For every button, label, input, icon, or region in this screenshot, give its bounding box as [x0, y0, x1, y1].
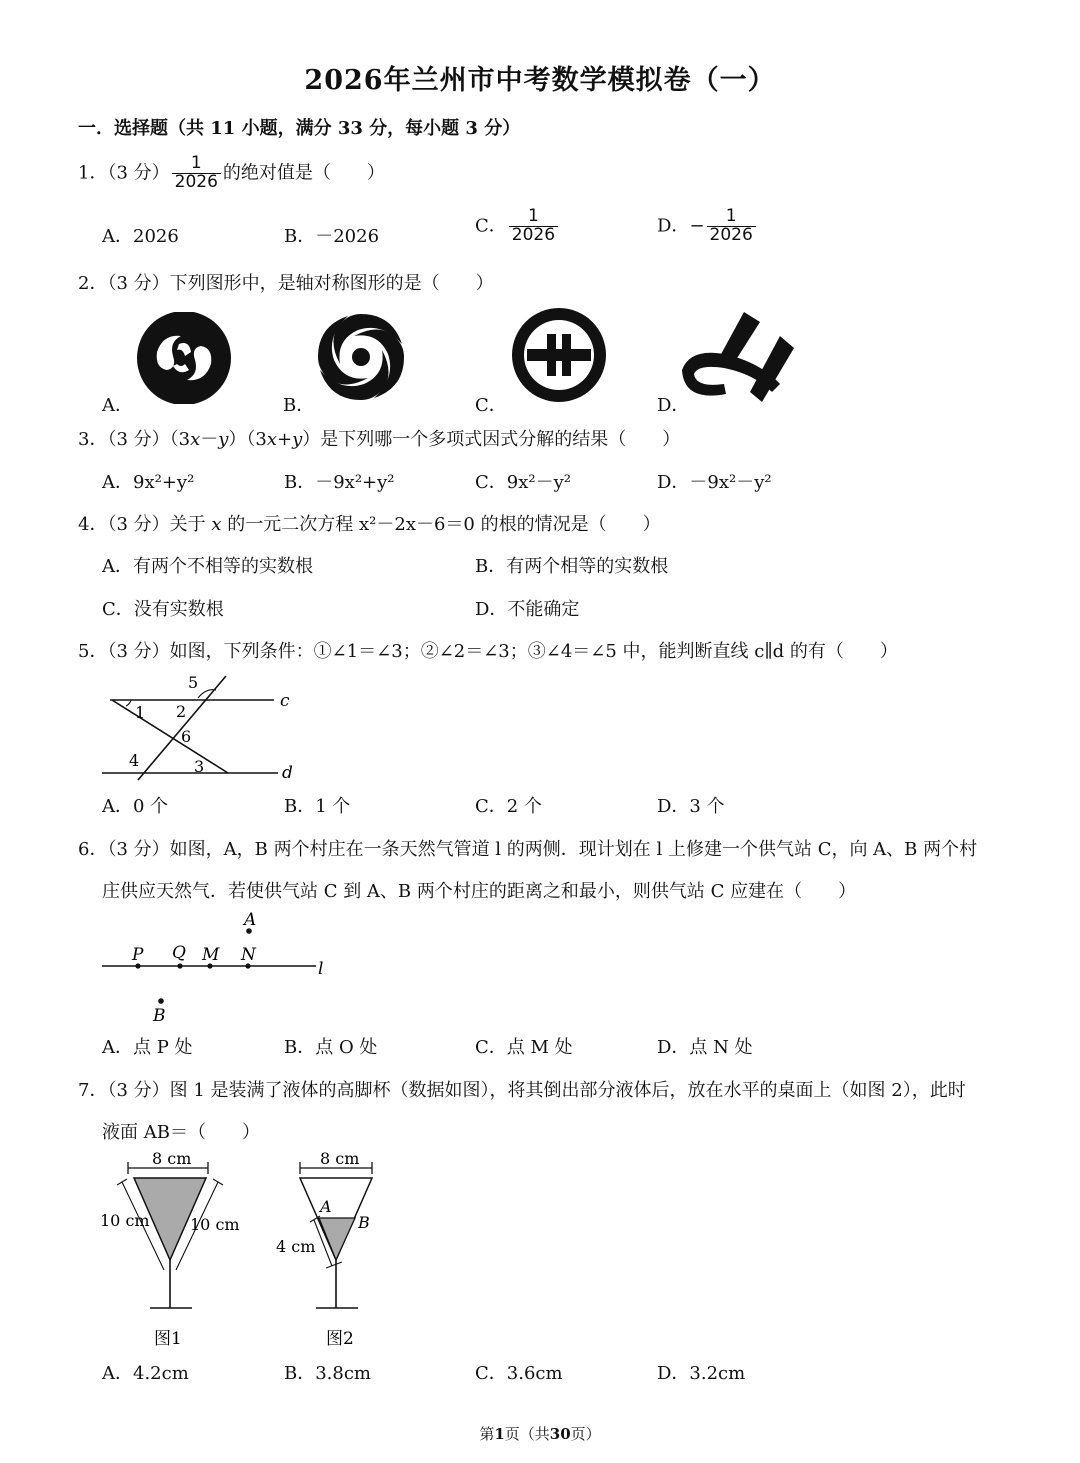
- q3-prefix: 3．（3 分）（3: [78, 429, 191, 450]
- fig1-top-label: 8 cm: [152, 1149, 192, 1168]
- q3-mid: ）（3: [228, 429, 267, 450]
- q1-option-c[interactable]: [475, 208, 560, 245]
- logo-b-icon[interactable]: [312, 308, 410, 406]
- footer-pre: 第: [479, 1425, 495, 1443]
- q1-suffix: 的绝对值是（ ）: [222, 162, 385, 184]
- label-d: d: [282, 763, 293, 783]
- q7-option-b[interactable]: B．3.8cm: [284, 1363, 372, 1384]
- logo-a-icon[interactable]: [133, 312, 235, 404]
- q1-frac-den: 2026: [174, 171, 218, 192]
- q3-y2: y: [292, 429, 303, 450]
- q3-option-c[interactable]: C．9x²－y²: [475, 472, 571, 493]
- question-4: [78, 510, 661, 536]
- q1-option-c-fraction: [509, 208, 558, 245]
- fig2-label-b: B: [358, 1213, 370, 1232]
- point-b: [158, 998, 164, 1004]
- q4-equation: x²－2x－6＝0: [359, 514, 475, 535]
- question-5: 5．（3 分）如图，下列条件：①∠1＝∠3；②∠2＝∠3；③∠4＝∠5 中，能判断直线 c∥d 的有（ ）: [78, 641, 898, 662]
- label-1: 1: [135, 703, 146, 722]
- label-a: A: [244, 910, 257, 930]
- question-6-line-2: 庄供应天然气．若使供气站 C 到 A、B 两个村庄的距离之和最小，则供气站 C 应建在（ ）: [102, 881, 857, 902]
- question-3: [78, 425, 680, 451]
- logo-c-icon[interactable]: [505, 302, 613, 408]
- q3-y1: y: [218, 429, 229, 450]
- question-1: [78, 155, 385, 192]
- label-q: Q: [172, 943, 186, 963]
- q5-option-c[interactable]: C．2 个: [475, 796, 542, 817]
- footer-page-number: 1: [494, 1425, 505, 1443]
- q1-d-num: 1: [707, 208, 756, 227]
- q2-label-d: D．: [657, 395, 690, 416]
- q3-option-d[interactable]: D．－9x²－y²: [657, 472, 772, 493]
- q4-option-d[interactable]: D．不能确定: [475, 599, 580, 620]
- label-6: 6: [181, 727, 192, 746]
- q7-option-a[interactable]: A．4.2cm: [102, 1363, 189, 1384]
- label-3: 3: [194, 757, 205, 776]
- q1-option-d-label: D．: [657, 215, 690, 237]
- q1-c-den: 2026: [511, 224, 556, 245]
- q1-frac-num: 1: [172, 155, 221, 174]
- footer-total-pages: 30: [549, 1425, 571, 1443]
- q3-plus: +: [277, 429, 293, 450]
- label-2: 2: [176, 702, 187, 721]
- q3-x1: x: [190, 429, 201, 450]
- q3-minus: －: [200, 429, 219, 450]
- label-c: c: [280, 691, 290, 711]
- label-5: 5: [188, 673, 199, 692]
- q6-option-d[interactable]: D．点 N 处: [657, 1037, 753, 1058]
- q1-option-c-label: C．: [475, 215, 507, 237]
- q3-suffix: ）是下列哪一个多项式因式分解的结果（ ）: [302, 429, 681, 450]
- q2-label-b: B．: [283, 395, 315, 416]
- question-7-line-2: 液面 AB＝（ ）: [102, 1122, 260, 1143]
- q1-option-d-fraction: [707, 208, 756, 245]
- question-2: 2．（3 分）下列图形中，是轴对称图形的是（ ）: [78, 273, 494, 294]
- logo-d-icon[interactable]: [680, 308, 796, 404]
- fig1-right-label: 10 cm: [190, 1215, 240, 1234]
- q6-option-a[interactable]: A．点 P 处: [102, 1037, 193, 1058]
- q6-option-c[interactable]: C．点 M 处: [475, 1037, 573, 1058]
- label-p: P: [132, 945, 144, 965]
- q4-option-c[interactable]: C．没有实数根: [102, 599, 224, 620]
- q3-x2: x: [266, 429, 278, 450]
- fig2-top-label: 8 cm: [320, 1149, 360, 1168]
- label-4: 4: [129, 751, 140, 770]
- q3-option-a[interactable]: A．9x²+y²: [102, 472, 195, 493]
- q7-option-d[interactable]: D．3.2cm: [657, 1363, 746, 1384]
- page-title: 2026年兰州市中考数学模拟卷（一）: [304, 65, 776, 96]
- q3-option-b[interactable]: B．－9x²+y²: [284, 472, 395, 493]
- section-heading: 一．选择题（共 11 小题，满分 33 分，每小题 3 分）: [78, 118, 521, 139]
- footer-post: 页）: [570, 1425, 601, 1443]
- label-m: M: [202, 945, 220, 965]
- fig1-left-label: 10 cm: [100, 1211, 150, 1230]
- q4-middle: 的一元二次方程: [227, 514, 354, 535]
- q7-figure-2: [272, 1148, 392, 1354]
- fig1-caption: 图1: [154, 1329, 182, 1349]
- q7-option-c[interactable]: C．3.6cm: [475, 1363, 563, 1384]
- q1-fraction: [172, 155, 221, 192]
- q6-pipeline-figure: [98, 906, 338, 1026]
- fig2-depth-label: 4 cm: [276, 1237, 316, 1256]
- q1-c-num: 1: [509, 208, 558, 227]
- q1-prefix: 1．（3 分）: [78, 162, 170, 184]
- label-n: N: [241, 945, 256, 965]
- label-b: B: [153, 1006, 166, 1026]
- q6-option-b[interactable]: B．点 O 处: [284, 1037, 378, 1058]
- q1-d-den: 2026: [709, 224, 753, 245]
- q4-suffix: 的根的情况是（ ）: [480, 514, 661, 535]
- q2-label-c: C．: [475, 395, 507, 416]
- q1-option-a[interactable]: A．2026: [102, 226, 179, 247]
- page-footer: [0, 1423, 1080, 1444]
- q7-figure-1: [98, 1148, 258, 1354]
- q5-option-a[interactable]: A．0 个: [102, 796, 169, 817]
- q1-option-d-sign: −: [689, 215, 705, 237]
- question-6-line-1: 6．（3 分）如图，A，B 两个村庄在一条天然气管道 l 的两侧．现计划在 l 上修建一个供气站 C，向 A、B 两个村: [78, 839, 978, 860]
- fig2-caption: 图2: [326, 1329, 354, 1349]
- q4-option-a[interactable]: A．有两个不相等的实数根: [102, 556, 313, 577]
- q1-option-d[interactable]: [657, 208, 758, 245]
- q4-prefix: 4．（3 分）关于: [78, 514, 206, 535]
- q2-label-a: A．: [102, 395, 133, 416]
- footer-mid: 页（共: [504, 1425, 550, 1443]
- q5-option-b[interactable]: B．1 个: [284, 796, 351, 817]
- label-l: l: [318, 959, 324, 979]
- q4-option-b[interactable]: B．有两个相等的实数根: [475, 556, 669, 577]
- q4-var: x: [211, 514, 222, 535]
- q5-parallel-lines-figure: [98, 668, 308, 786]
- q1-option-b[interactable]: B．－2026: [284, 226, 380, 247]
- q5-option-d[interactable]: D．3 个: [657, 796, 725, 817]
- question-7-line-1: 7．（3 分）图 1 是装满了液体的高脚杯（数据如图），将其倒出部分液体后，放在水平的桌面上（如图 2），此时: [78, 1080, 966, 1101]
- fig2-label-a: A: [320, 1197, 332, 1216]
